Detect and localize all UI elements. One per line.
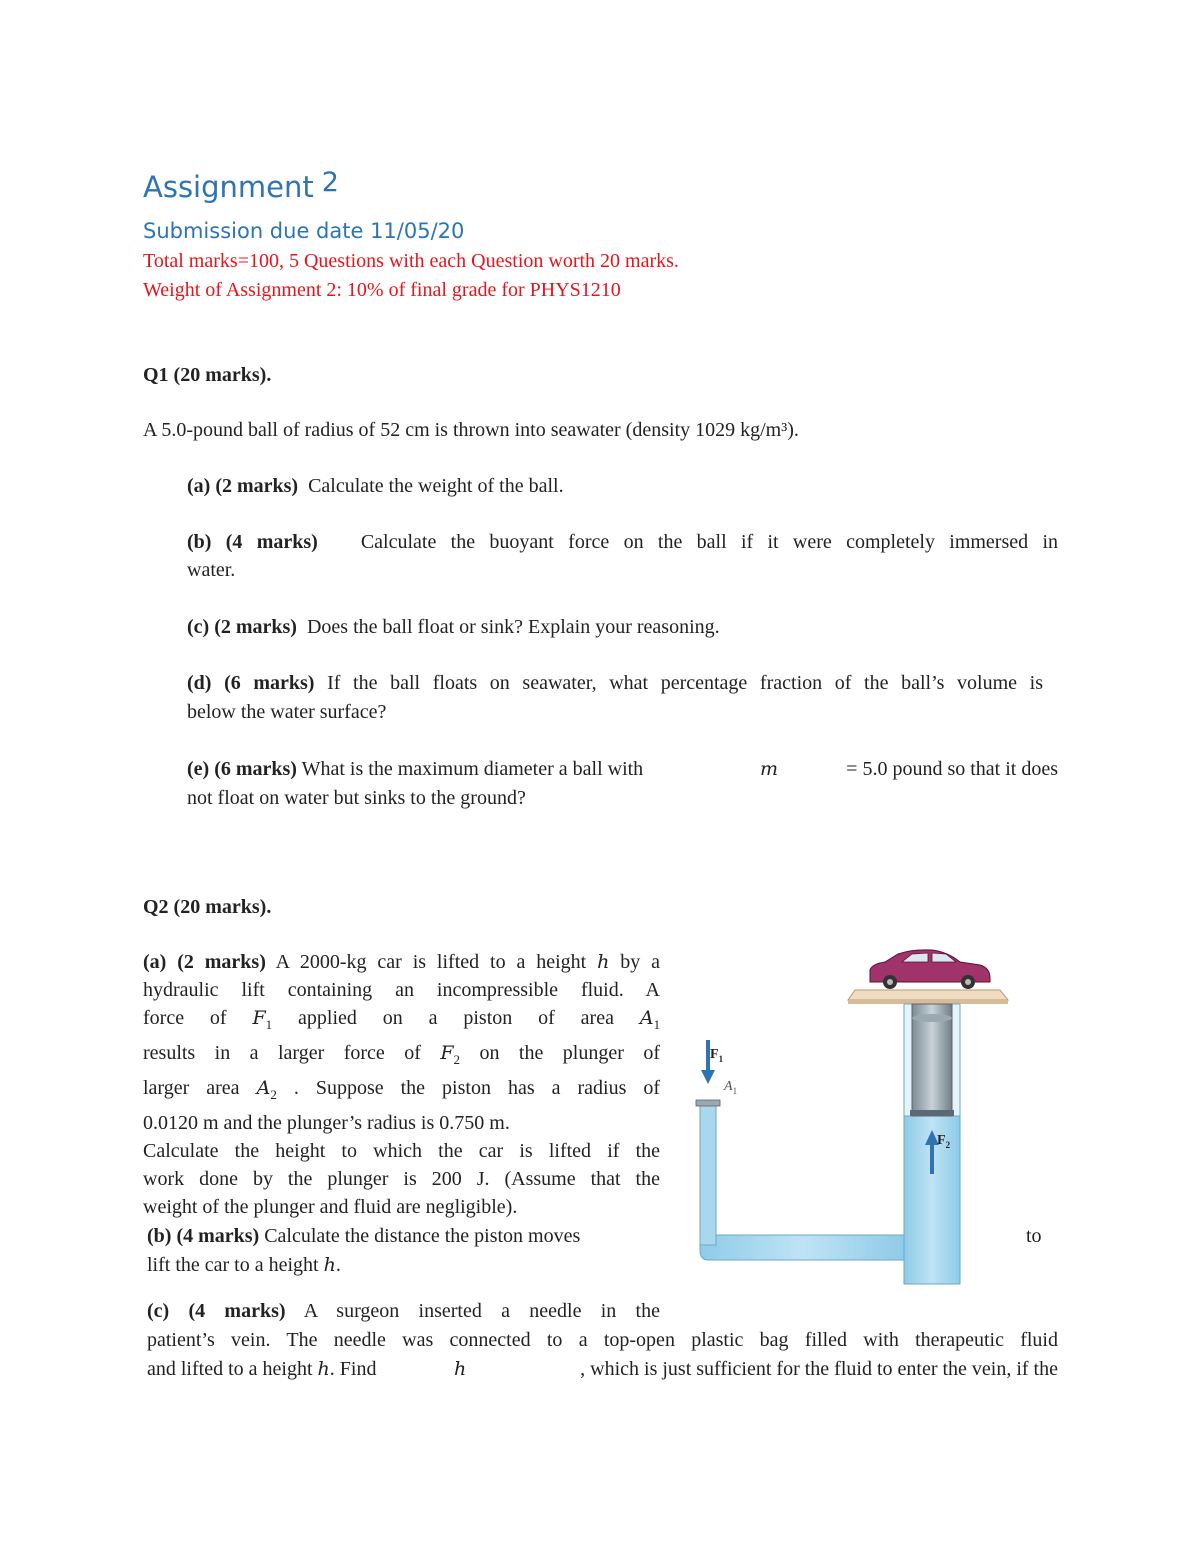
submission-due-date: Submission due date 11/05/20 xyxy=(143,219,465,243)
q2a-var-f1 xyxy=(252,1007,273,1032)
q2a-line8: work done by the plunger is 200 J. (Assume that the xyxy=(143,1168,660,1190)
q2a-line3 xyxy=(143,1004,660,1039)
q2a-f2-letter: F xyxy=(440,1042,454,1064)
q2a-l3a: force of xyxy=(143,1007,227,1029)
q1d-text1: If the ball floats on seawater, what percentage fraction of the ball’s volume is xyxy=(327,672,1044,694)
q1e-label: (e) (6 marks) xyxy=(187,758,297,780)
q2a-l4b: on the plunger of xyxy=(479,1042,661,1064)
q1-part-e-line1 xyxy=(187,755,1058,783)
q2a-a1-letter: A xyxy=(639,1007,654,1029)
q2c-l1: A surgeon inserted a needle in the xyxy=(303,1300,660,1322)
q2a-a2-sub: 2 xyxy=(270,1087,277,1102)
q2a-line9: weight of the plunger and fluid are negligible). xyxy=(143,1196,518,1218)
q2-heading: Q2 (20 marks). xyxy=(143,896,272,918)
q1-intro: A 5.0-pound ball of radius of 52 cm is thrown into seawater (density 1029 kg/m³). xyxy=(143,419,799,441)
q2-part-b-line2 xyxy=(147,1251,341,1279)
q2c-l3a: and lifted to a height xyxy=(147,1358,313,1380)
q2a-l5b: . Suppose the piston has a radius of xyxy=(293,1077,661,1099)
q1b-label: (b) (4 marks) xyxy=(187,531,318,553)
q2b-l1: Calculate the distance the piston moves xyxy=(264,1225,581,1247)
q2a-a2-letter: A xyxy=(256,1077,271,1099)
q1c-text: Does the ball float or sink? Explain your reasoning. xyxy=(306,616,720,638)
q1-part-a xyxy=(187,472,564,500)
q2c-line2: patient’s vein. The needle was connected to a top-open plastic bag filled with therapeutic fluid xyxy=(147,1329,1058,1351)
title-text: Assignment xyxy=(143,170,314,204)
q2a-l3b: applied on a piston of area xyxy=(298,1007,614,1029)
q2a-var-h: h xyxy=(597,951,610,973)
q1d-label: (d) (6 marks) xyxy=(187,672,315,694)
total-marks-note: Total marks=100, 5 Questions with each Question worth 20 marks. xyxy=(143,250,679,272)
q1c-label: (c) (2 marks) xyxy=(187,616,297,638)
q2a-var-a2 xyxy=(256,1077,277,1102)
label-a1: $A_1$ xyxy=(724,1079,738,1096)
q2a-line5 xyxy=(143,1074,660,1109)
q1a-text: Calculate the weight of the ball. xyxy=(308,475,564,497)
q2-part-c-line1 xyxy=(147,1297,660,1325)
car-icon xyxy=(870,950,990,989)
label-f2: $F_2$ xyxy=(937,1133,951,1150)
q2a-f2-sub: 2 xyxy=(453,1052,461,1067)
lift-platform xyxy=(848,990,1008,1004)
q2a-f1-sub: 1 xyxy=(265,1017,273,1032)
title-number: 2 xyxy=(321,167,339,198)
q1b-text1: Calculate the buoyant force on the ball if it were completely immersed in xyxy=(360,531,1059,553)
q2a-line6: 0.0120 m and the plunger’s radius is 0.750 m. xyxy=(143,1112,510,1134)
q2-part-b-line1 xyxy=(147,1222,580,1250)
q2a-a1-sub: 1 xyxy=(653,1017,661,1032)
q2a-label: (a) (2 marks) xyxy=(143,951,266,973)
q2a-l4a: results in a larger force of xyxy=(143,1042,421,1064)
q2a-f1-letter: F xyxy=(252,1007,266,1029)
q2c-l3c: , which is just sufficient for the fluid to enter the vein, if the xyxy=(580,1358,1058,1380)
q2a-l1a: A 2000-kg car is lifted to a height xyxy=(275,951,587,973)
q2b-label: (b) (4 marks) xyxy=(147,1225,260,1247)
assignment-title xyxy=(143,167,339,204)
label-f1: $F_1$ xyxy=(710,1047,724,1064)
q2a-line7: Calculate the height to which the car is lifted if the xyxy=(143,1140,660,1162)
q2a-l1b: by a xyxy=(620,951,660,973)
q1-part-c xyxy=(187,613,720,641)
q2b-l1-end: to xyxy=(1026,1225,1042,1247)
q2c-label: (c) (4 marks) xyxy=(147,1300,286,1322)
connecting-tube xyxy=(696,1100,904,1260)
q2a-var-a1 xyxy=(639,1007,661,1032)
q1e-var-m: m xyxy=(760,758,779,780)
q2a-line4 xyxy=(143,1039,660,1074)
q1e-text1a: What is the maximum diameter a ball with xyxy=(301,758,644,780)
q2b-l2a: lift the car to a height xyxy=(147,1254,319,1276)
q2c-var-h: h xyxy=(317,1358,330,1380)
q2c-l3b: . Find xyxy=(329,1358,377,1380)
q2c-var-h2: h xyxy=(454,1358,467,1380)
q2a-line1 xyxy=(143,948,660,976)
weight-note: Weight of Assignment 2: 10% of final grade for PHYS1210 xyxy=(143,279,621,301)
q1a-label: (a) (2 marks) xyxy=(187,475,299,497)
q2-part-a xyxy=(143,948,660,1221)
q1b-text2: water. xyxy=(187,559,236,581)
q1-heading: Q1 (20 marks). xyxy=(143,364,272,386)
q2b-l2b: . xyxy=(335,1254,341,1276)
hydraulic-lift-figure xyxy=(680,940,1020,1285)
q2a-var-f2 xyxy=(440,1042,461,1067)
q1d-text2: below the water surface? xyxy=(187,701,387,723)
q1-part-b-line1 xyxy=(187,528,1058,556)
q1-part-d-line1 xyxy=(187,669,1043,697)
q2a-line2: hydraulic lift containing an incompressible fluid. A xyxy=(143,979,660,1001)
q1e-text2: not float on water but sinks to the ground? xyxy=(187,787,526,809)
q2a-l5a: larger area xyxy=(143,1077,240,1099)
q1e-text1b: = 5.0 pound so that it does xyxy=(846,758,1058,780)
q2-part-c-line3 xyxy=(147,1355,1058,1383)
q2b-var-h: h xyxy=(323,1254,336,1276)
